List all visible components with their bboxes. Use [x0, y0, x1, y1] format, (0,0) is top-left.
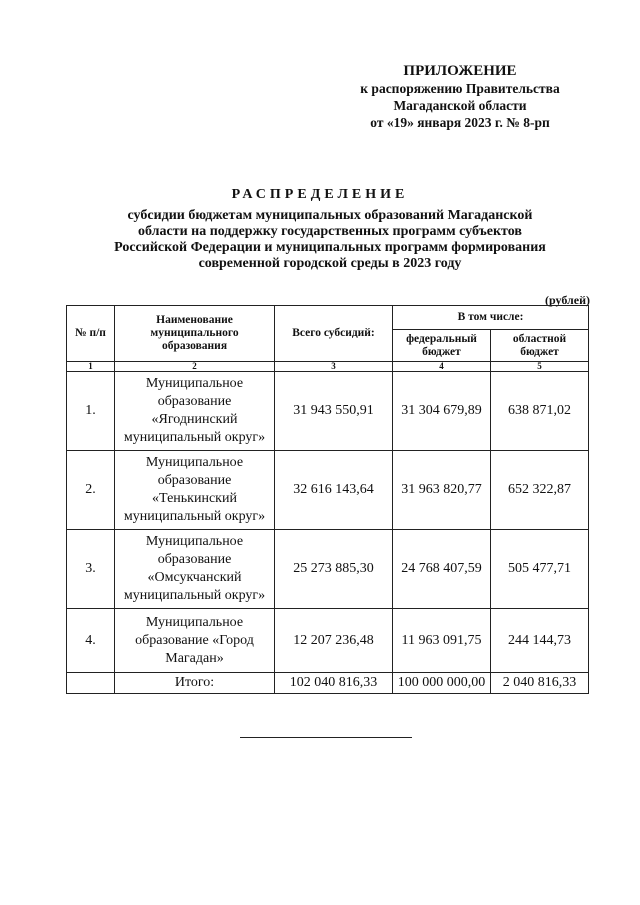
header-name: Наименование муниципального образования — [115, 306, 275, 362]
row-num: 2. — [67, 451, 115, 530]
closing-line — [240, 737, 412, 738]
row-total: 25 273 885,30 — [275, 530, 393, 609]
subtitle-line: области на поддержку государственных программ субъектов — [138, 224, 522, 239]
totals-federal: 100 000 000,00 — [393, 673, 491, 694]
table-row — [67, 609, 589, 673]
subsidy-table — [66, 305, 589, 694]
row-federal: 31 963 820,77 — [393, 451, 491, 530]
column-number: 1 — [67, 362, 115, 372]
units-label: (рублей) — [544, 293, 590, 307]
row-total: 31 943 550,91 — [275, 372, 393, 451]
row-regional: 505 477,71 — [491, 530, 589, 609]
row-num: 3. — [67, 530, 115, 609]
totals-label: Итого: — [115, 673, 275, 694]
totals-regional: 2 040 816,33 — [491, 673, 589, 694]
subtitle-line: субсидии бюджетам муниципальных образований Магаданской — [127, 208, 533, 223]
header-including: В том числе: — [393, 306, 589, 330]
header-regional: областной бюджет — [491, 330, 589, 362]
column-number: 5 — [491, 362, 589, 372]
appendix-line-1: к распоряжению Правительства — [360, 81, 560, 96]
table-row — [67, 530, 589, 609]
row-regional: 652 322,87 — [491, 451, 589, 530]
appendix-block — [330, 62, 590, 131]
subtitle-line: современной городской среды в 2023 году — [198, 256, 462, 271]
column-number: 4 — [393, 362, 491, 372]
row-federal: 11 963 091,75 — [393, 609, 491, 673]
appendix-title: ПРИЛОЖЕНИЕ — [403, 63, 517, 79]
totals-row — [67, 673, 589, 694]
column-numbers-row — [67, 362, 589, 372]
row-name: Муниципальное образование «Тенькинский муниципальный округ» — [115, 451, 275, 530]
row-name: Муниципальное образование «Омсукчанский муниципальный округ» — [115, 530, 275, 609]
document-title: РАСПРЕДЕЛЕНИЕ — [231, 187, 409, 202]
totals-total: 102 040 816,33 — [275, 673, 393, 694]
row-federal: 24 768 407,59 — [393, 530, 491, 609]
row-num: 4. — [67, 609, 115, 673]
row-total: 12 207 236,48 — [275, 609, 393, 673]
column-number: 3 — [275, 362, 393, 372]
document-subtitle — [70, 208, 590, 272]
table-row — [67, 372, 589, 451]
row-federal: 31 304 679,89 — [393, 372, 491, 451]
row-regional: 244 144,73 — [491, 609, 589, 673]
header-num: № п/п — [67, 306, 115, 362]
appendix-line-3: от «19» января 2023 г. № 8-рп — [370, 115, 550, 130]
subtitle-line: Российской Федерации и муниципальных программ формирования — [114, 240, 546, 255]
header-total: Всего субсидий: — [275, 306, 393, 362]
column-number: 2 — [115, 362, 275, 372]
table-row — [67, 451, 589, 530]
header-federal: федеральный бюджет — [393, 330, 491, 362]
row-name: Муниципальное образование «Ягоднинский муниципальный округ» — [115, 372, 275, 451]
totals-empty-cell — [67, 673, 115, 694]
row-regional: 638 871,02 — [491, 372, 589, 451]
row-num: 1. — [67, 372, 115, 451]
row-name: Муниципальное образование «Город Магадан» — [115, 609, 275, 673]
appendix-line-2: Магаданской области — [393, 98, 527, 113]
row-total: 32 616 143,64 — [275, 451, 393, 530]
